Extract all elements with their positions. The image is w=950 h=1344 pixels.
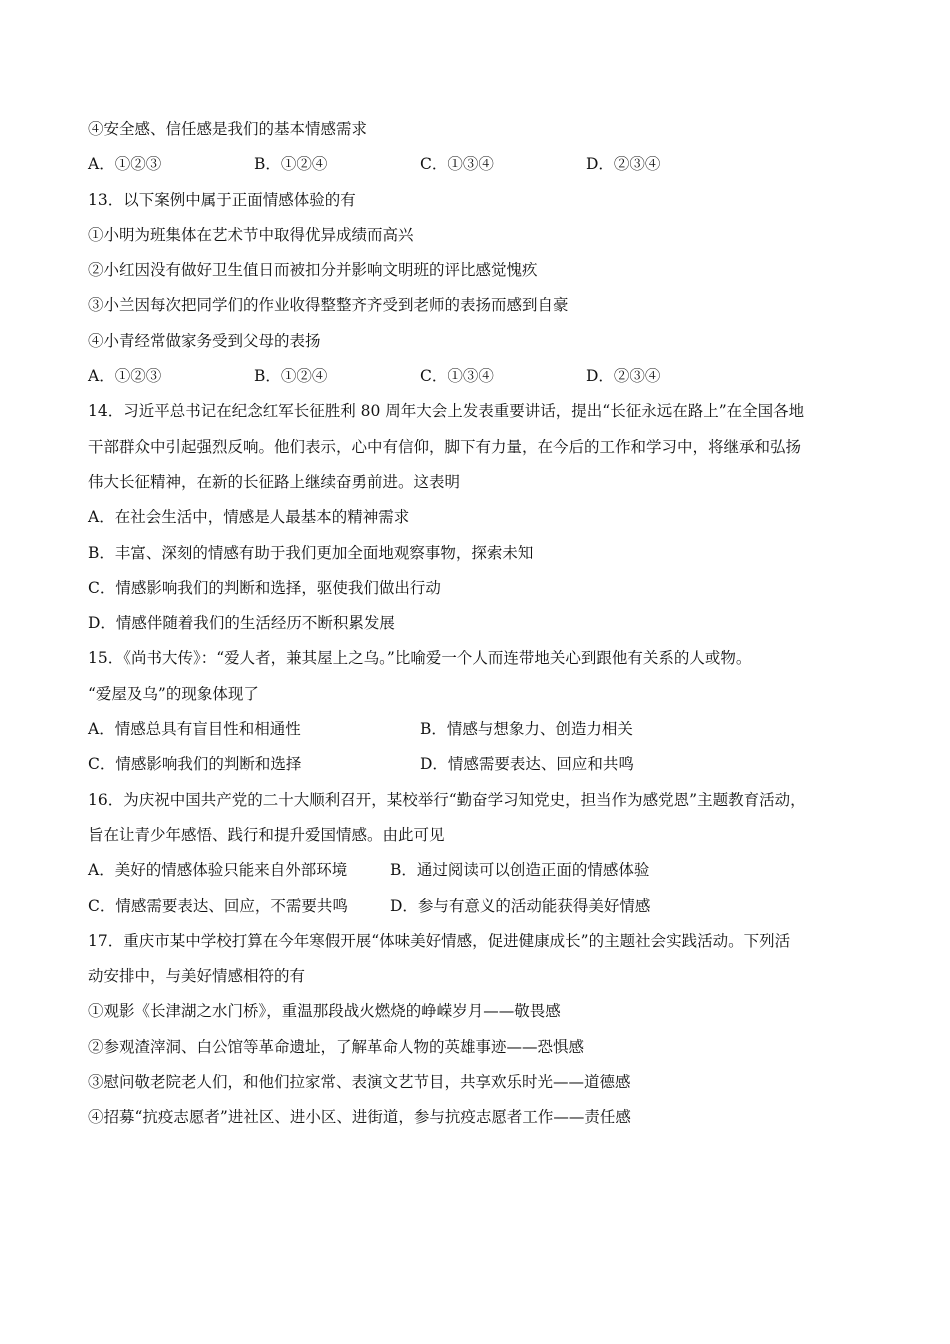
q14-stem-line-3: 伟大长征精神，在新的长征路上继续奋勇前进。这表明 [88, 472, 461, 491]
q14-stem-line-2: 干部群众中引起强烈反响。他们表示，心中有信仰，脚下有力量，在今后的工作和学习中，将继承和弘扬 [88, 437, 802, 456]
q17-item-1: ①观影《长津湖之水门桥》，重温那段战火燃烧的峥嵘岁月——敬畏感 [88, 1002, 561, 1021]
q15-stem-line-2: “爱屋及乌”的现象体现了 [88, 684, 259, 703]
q15-option-b: B．情感与想象力、创造力相关 [420, 720, 633, 739]
q17-item-4: ④招募“抗疫志愿者”进社区、进小区、进街道，参与抗疫志愿者工作——责任感 [88, 1108, 631, 1127]
q15-stem-line-1: 15．《尚书大传》：“爱人者，兼其屋上之乌。”比喻爱一个人而连带地关心到跟他有关系的人或物。 [88, 649, 752, 668]
q16-option-a: A．美好的情感体验只能来自外部环境 [88, 861, 348, 880]
q13-item-4: ④小青经常做家务受到父母的表扬 [88, 331, 321, 350]
prev-options [88, 147, 878, 182]
q16-stem-line-1: 16．为庆祝中国共产党的二十大顺利召开，某校举行“勤奋学习知党史，担当作为感党恩”主题教育活动， [88, 790, 806, 809]
exam-page [88, 112, 878, 1136]
q13-options [88, 359, 878, 394]
q14-stem-line-1: 14．习近平总书记在纪念红军长征胜利 80 周年大会上发表重要讲话，提出“长征永远在路上”在全国各地 [88, 402, 805, 421]
q15-options-row-1 [88, 712, 878, 747]
q14-option-a: A．在社会生活中，情感是人最基本的精神需求 [88, 508, 410, 527]
q16-options-row-2 [88, 889, 878, 924]
q15-options-row-2 [88, 747, 878, 782]
prev-option-c: C．①③④ [420, 155, 494, 174]
q13-item-1: ①小明为班集体在艺术节中取得优异成绩而高兴 [88, 225, 414, 244]
q16-stem-line-2: 旨在让青少年感悟、践行和提升爱国情感。由此可见 [88, 825, 445, 844]
q13-item-2: ②小红因没有做好卫生值日而被扣分并影响文明班的评比感觉愧疚 [88, 261, 538, 280]
q17-item-2: ②参观渣滓洞、白公馆等革命遗址，了解革命人物的英雄事迹——恐惧感 [88, 1037, 585, 1056]
q13-option-d: D．②③④ [586, 367, 661, 386]
q15-option-d: D．情感需要表达、回应和共鸣 [420, 755, 634, 774]
q13-item-3: ③小兰因每次把同学们的作业收得整整齐齐受到老师的表扬而感到自豪 [88, 296, 569, 315]
prev-option-a: A．①②③ [88, 155, 162, 174]
q16-options-row-1 [88, 853, 878, 888]
q14-option-d: D．情感伴随着我们的生活经历不断积累发展 [88, 614, 395, 633]
q16-option-c: C．情感需要表达、回应，不需要共鸣 [88, 896, 348, 915]
q13-option-b: B．①②④ [254, 367, 328, 386]
q16-option-b: B．通过阅读可以创造正面的情感体验 [390, 861, 650, 880]
q13-stem: 13．以下案例中属于正面情感体验的有 [88, 190, 356, 209]
q13-option-c: C．①③④ [420, 367, 494, 386]
q14-option-b: B．丰富、深刻的情感有助于我们更加全面地观察事物，探索未知 [88, 543, 534, 562]
q13-option-a: A．①②③ [88, 367, 162, 386]
prev-option-d: D．②③④ [586, 155, 661, 174]
prev-statement-4: ④安全感、信任感是我们的基本情感需求 [88, 120, 368, 138]
q17-stem-line-1: 17．重庆市某中学校打算在今年寒假开展“体味美好情感，促进健康成长”的主题社会实践活动。下列活 [88, 931, 791, 950]
q15-option-a: A．情感总具有盲目性和相通性 [88, 720, 301, 739]
q17-stem-line-2: 动安排中，与美好情感相符的有 [88, 967, 306, 986]
q14-option-c: C．情感影响我们的判断和选择，驱使我们做出行动 [88, 578, 441, 597]
q16-option-d: D．参与有意义的活动能获得美好情感 [390, 896, 651, 915]
prev-option-b: B．①②④ [254, 155, 328, 174]
q17-item-3: ③慰问敬老院老人们，和他们拉家常、表演文艺节目，共享欢乐时光——道德感 [88, 1073, 631, 1092]
q15-option-c: C．情感影响我们的判断和选择 [88, 755, 302, 774]
